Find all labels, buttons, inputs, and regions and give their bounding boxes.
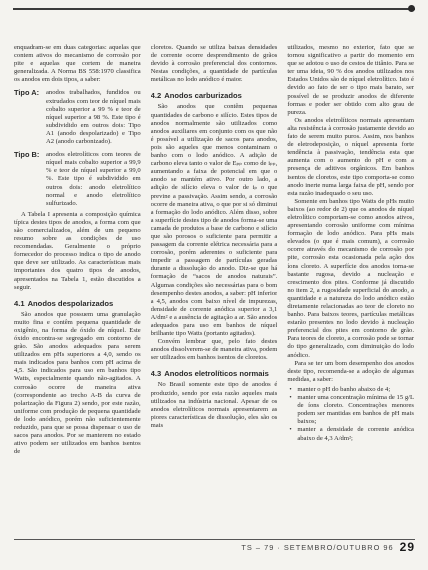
recommendations-list <box>287 386 414 443</box>
column-2 <box>151 44 278 536</box>
paragraph: cloretos. Quando se utiliza baixas densidades de corrente ocorre desprendimento de grãos devido à corrosão preferencial dos contornos. Nestas condições, a quantidade de partículas metálicas no lodo anódico é maior. <box>150 44 278 84</box>
section-number: 4.3 <box>150 369 162 379</box>
paragraph: A Tabela I apresenta a composição química típica destes tipos de anodos, a forma com que são comercializados, além de um pequeno resumo sobre as condições de uso recomendadas. Geralmente o próprio fornecedor do processo indica o tipo de anodo que deve ser utilizado. As características mais importantes dos quatro tipos de anodos, apresentados na Tabela 1, estão discutidos a seguir. <box>14 210 141 291</box>
paragraph: Convém lembrar que, pelo fato destes anodos dissolverem-se de maneira ativa, podem ser utilizados em banhos isentos de cloretos. <box>150 338 278 362</box>
tipo-b-entry <box>14 151 141 208</box>
tipo-b-text: anodos eletrolíticos com teores de níquel mais cobalto superior a 99,9 % e teor de níquel superior a 99,0 %. Este tipo é subdividido em outros dois: anodo eletrolítico normal e anodo eletrolítico sulfurizado. <box>46 151 141 207</box>
paragraph: Para se ter um bom desempenho dos anodos deste tipo, recomenda-se a adoção de algumas medidas, a saber: <box>287 359 414 383</box>
column-3 <box>287 44 414 536</box>
corner-mark <box>408 5 415 12</box>
paragraph: No Brasil somente este tipo de anodos é produzido, sendo por esta razão aqueles mais utilizados na indústria nacional. Apesar de os anodos eletrolíticos normais apresentarem as piores características de dissolução, eles são os mais <box>150 381 278 429</box>
paragraph: utilizados, mesmo no exterior, fato que se tornou significativo a partir do momento em que se adotou o uso de cestos de titânio. Para se ter uma ideia, 90 % dos anodos utilizados nos Estados Unidos são de níquel eletrolítico. Isto é devido ao fato de ser o tipo mais barato, ser possível de se produzir anodos de diferente formas e poder ser obtido com alto grau de pureza. <box>287 44 414 116</box>
section-number: 4.1 <box>14 298 25 308</box>
page-footer <box>14 539 415 554</box>
tipo-a-text: anodos trabalhados, fundidos ou extrudados com teor de níquel mais cobalto superior a 99 % e teor de níquel superior a 98 %. Este tipo é subdividido em outros dois: Tipo A1 (anodo despolarizado) e Tipo A2 (anodo carbonizado). <box>46 89 141 146</box>
column-1 <box>14 44 141 536</box>
publication-info: TS – 79 · SETEMBRO/OUTUBRO 96 <box>241 542 394 552</box>
paragraph: São anodos que contêm pequenas quantidades de carbono e silício. Estes tipos de anodos normalmente são utilizados como anodos auxiliares em conjunto com os que não é possível a utilização de sacos para anodos, pois são aqueles que menos contaminam o banho com o lodo anódico. A adição de carbono eleva tanto o valor de Eₚₚ como de iₚₚ, aumentando a faixa de potencial em que o anodo se mantém ativo. Por outro lado, a adição de silício eleva o valor de iₚ o que previne a passivação. Assim sendo, a corrosão ocorre de maneira ativa, o que por si só diminui a formação do lodo anódico. Além disso, sobre a superfície destes tipo de anodos forma-se uma camada de produtos a base de carbono e silício que são porosos o suficiente para permitir a passagem da corrente elétrica necessária para a corrosão, porém aderentes o suficiente para impedir a passagem de partículas geradas durante a dissolução do anodo. Diz-se que há formação de “sacos de anodos naturais”. Algumas condições são necessárias para o bom desempenho destes anodos, a saber: pH inferior a 4,5, anodos com baixo nível de impurezas, densidade de corrente anódica superior a 3,1 A/dm² e a ausência de agitação a ar. São anodos adequados para uso em banhos de níquel brilhante tipo Watts (portanto agitados). <box>150 103 278 338</box>
list-item: • manter o pH do banho abaixo de 4; <box>287 386 414 394</box>
tipo-a-entry <box>14 89 141 146</box>
section-heading-4-1 <box>14 299 141 308</box>
page-number: 29 <box>399 540 415 554</box>
tipo-a-label: Tipo A: <box>14 88 40 98</box>
section-heading-4-3 <box>151 369 278 378</box>
section-title: Anodos carburizados <box>164 91 242 101</box>
section-title: Anodos eletrolíticos normais <box>164 369 269 379</box>
article-body <box>14 44 414 536</box>
paragraph: enquadram-se em duas categorias: aquelas que contem ativos do mecanismo de corrosão por pite e aquelas que cortem de maneira generalizada. A Norma BS 558:1970 classifica os anodos em dois tipos, a saber: <box>14 44 141 84</box>
paragraph: Os anodos eletrolíticos normais apresentam alta resistência à corrosão justamente devido ao fato de serem muito puros. Assim, nos banhos de eletrodeposição, o níquel apresenta forte tendência à passivação, tendência esta que aumenta com o aumento do pH e com a presença de aditivos orgânicos. Em banhos isentos de cloretos, este tipo comporta-se como anodo inerte numa larga faixa de pH, sendo por esta razão inadequado o seu uso. <box>287 116 414 197</box>
section-number: 4.2 <box>150 91 162 101</box>
tipo-b-label: Tipo B: <box>14 150 40 160</box>
section-heading-4-2 <box>151 91 278 100</box>
paragraph: Somente em banhos tipo Watts de pHs muito baixos (ao redor de 2) que os anodos de níquel eletrolítico comportam-se como anodos ativos, apresentando corrosão uniforme com mínima formação de lodo anódico. Para pHs mais elevados (o que é mais comum), a corrosão ocorre através do mecanismo de corrosão por pite, corrosão esta ocasionada pela ação dos íons cloreto. A superfície dos anodos torna-se bastante rugosa, devido a nucleação e crescimento dos pites. Conforme já discutido no item 2, a rugosidade superficial do anodo, a quantidade e a natureza do lodo anódico estão diretamente relacionadas ao teor de cloreto no banho. Para baixos teores, partículas metálicas estarão presentes no lodo devido à nucleação preferencial dos pites em contorno de grão. Para teores de cloreto, a corrosão pode se tornar do tipo generalizado, com diminuição do lodo anódico. <box>287 197 414 359</box>
paragraph: São anodos que possuem uma granulação muito fina e contêm pequena quantidade de oxigênio, na forma de óxido de níquel. Este óxido encontra-se segregado em contorno de grão. São anodos adequados para serem utilizados em pHs superiores a 4,0, sendo os mais indicados para banhos com pH acima de 4,5. São indicados para uso em banhos tipo Watts, especialmente quando não-agitados. A corrosão ocorre de maneira ativa (correspondente ao trecho A-B da curva de polarização da Figura 2) sendo, por este razão, uniforme com produção de pequena quantidade de lodo anódico, porém não suficientemente reduzido, para que se possa dispensar o uso de sacos para anodos. Por se manterem no estado ativo podem ser utilizados em banhos isentos de <box>14 310 141 456</box>
top-rule <box>13 8 415 28</box>
list-item: • manter uma concentração mínima de 15 g/L de íons cloreto. Concentrações menores podem ser mantidas em banhos de pH mais baixos; <box>287 394 414 426</box>
list-item: • manter a densidade de corrente anódica abaixo de 4,3 A/dm²; <box>287 426 414 442</box>
section-title: Anodos despolarizados <box>27 298 114 308</box>
